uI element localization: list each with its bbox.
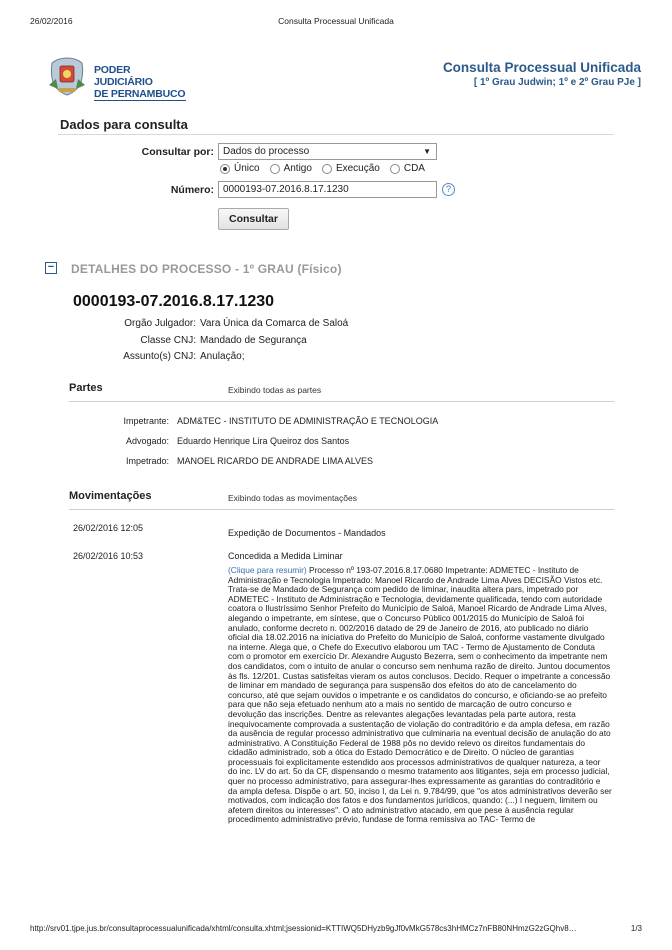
detail-value: Vara Única da Comarca de Saloá [200,318,349,329]
print-page-title: Consulta Processual Unificada [278,16,394,26]
consultar-button[interactable]: Consultar [218,208,289,230]
movimentacoes-title: Movimentações [69,490,152,502]
movement-date: 26/02/2016 10:53 [73,551,144,561]
print-date: 26/02/2016 [30,16,73,26]
detail-row-assunto [0,351,672,363]
coat-of-arms-icon [46,55,88,97]
radio-antigo-dot[interactable] [270,164,280,174]
app-subtitle: [ 1º Grau Judwin; 1º e 2º Grau PJe ] [473,77,641,88]
consultar-por-label: Consultar por: [141,146,214,158]
party-role: Advogado: [125,436,169,446]
section-divider [58,134,614,135]
detail-key: Classe CNJ: [140,335,196,346]
details-section-title: DETALHES DO PROCESSO - 1º GRAU (Físico) [71,262,342,276]
print-footer [30,924,642,933]
movimentacoes-divider [69,509,614,510]
partes-title: Partes [69,382,103,394]
collapse-icon[interactable]: − [45,262,57,274]
radio-antigo-label: Antigo [283,163,312,174]
consultar-por-select[interactable] [218,143,437,160]
movimentacoes-note: Exibindo todas as movimentações [228,493,357,503]
radio-cda-label: CDA [403,163,425,174]
app-title: Consulta Processual Unificada [442,60,641,75]
print-url: http://srv01.tjpe.jus.br/consultaprocessualunificada/xhtml/consulta.xhtml;jsessionid=KTTIWQ5DHyzb9gJf0vMkG578cs3hHMCz7nFB80NHmzG2zGQhv8… [30,924,577,933]
radio-execucao-label: Execução [335,163,380,174]
radio-cda-dot[interactable] [390,164,400,174]
numero-label: Número: [170,184,214,196]
radio-cda[interactable] [390,163,425,174]
movement-description [228,566,612,825]
detail-key: Assunto(s) CNJ: [123,351,196,362]
radio-unico-label: Único [234,163,260,174]
radio-antigo[interactable] [270,163,312,174]
detail-row-orgao [0,318,672,330]
court-logo-text [94,64,186,101]
process-number: 0000193-07.2016.8.17.1230 [73,293,275,310]
help-icon[interactable]: ? [442,183,455,196]
party-name: MANOEL RICARDO DE ANDRADE LIMA ALVES [177,456,374,466]
radio-unico-dot[interactable] [220,164,230,174]
print-page-number: 1/3 [630,924,642,933]
movement-title: Concedida a Medida Liminar [228,551,343,561]
movement-description-text: Processo nº 193-07.2016.8.17.0680 Impetrante: ADMETEC - Instituto de Administração e Tecnologia Impetrado: Manoel Ricardo de Andrade Lima Alves DECISÃO Vistos etc. Trata-se de Mandado de Segurança com pedido de liminar, inaudita altera pars, impetrado por ADMETEC - Instituto de Administração e Tecnologia, devidamente qualificada, tendo com autoridade coatora o Ilustríssimo Senhor Prefeito do Município de Saloá, Manoel Ricardo de Andrade Lima Alves, alegando o impetrante, em síntese, que o Concurso Público 001/2015 do Município de Saloá foi anulado, conforme decreto n. 002/2016 datado de 29 de Janeiro de 2016, ato publicado no diário oficial dia 18.02.2016 na iniciativa do Prefeito do Município de Saloá, conforme vastamente divulgado na interne. Alega que, o Chefe do Executivo elaborou um TAC - Termo de Ajustamento de Conduta com o promotor em exercício Dr. Alexandre Augusto Bezerra, sem o conhecimento da impetrante nem dos candidatos, com o intuito de anular o concurso sem nenhuma razão de direito. Juntou documentos às fls. 12/201. Custas satisfeitas vieram os autos conclusos. Decido. Requer o impetrante a concessão de liminar em mandado de segurança para suspensão dos efeitos do ato de cancelamento do concurso, até que sejam ouvidos o impetrante e os candidatos do concurso, e oficiando-se ao prefeito para que não seja efetuado nenhum ato a mais no sentido de marcação de outro concurso e devolução das inscrições. Dentre as relevantes alegações levantadas pela parte autora, resta inequivocamente comprovada a sustentação de violação do contraditório e da ampla defesa, em razão da ausência de regular processo administrativo que culminaria na eventual decisão de anulação do ato administrativo. A Constituição Federal de 1988 pôs no devido relevo os direitos fundamentais do cidadão administrado, sob a ótica do Estado Democrático e de Direito. O núcleo de garantias processuais foi explicitamente estendido aos processos administrativos de qualquer natureza, a teor do inc. LV do art. 5o da CF, dispensando o mesmo tratamento aos litigantes, seja em processo judicial, quer no processo administrativo, para assegurar-lhes expressamente as garantias do contraditório e da ampla defesa. Dispõe o art. 50, inciso I, da Lei n. 9.784/99, que "os atos administrativos deverão ser motivados, com indicação dos fatos e dos fundamentos jurídicos, quando: (...) I neguem, limitem ou afetem direitos ou interesses". O ato administrativo atacado, em que pese à ausência regular procedimento administrativo prévio, fundase de forma remissiva ao TAC- Termo de [228,565,612,825]
radio-execucao[interactable] [322,163,380,174]
detail-value: Mandado de Segurança [200,335,307,346]
numero-input[interactable]: 0000193-07.2016.8.17.1230 [218,181,437,198]
query-type-radio-group [220,163,425,174]
partes-note: Exibindo todas as partes [228,385,322,395]
radio-execucao-dot[interactable] [322,164,332,174]
party-role: Impetrante: [123,416,169,426]
detail-key: Orgão Julgador: [124,318,196,329]
party-name: Eduardo Henrique Lira Queiroz dos Santos [177,436,350,446]
radio-unico[interactable] [220,163,260,174]
logo-line-1: PODER JUDICIÁRIO [94,64,153,88]
print-header [30,16,642,28]
partes-divider [69,401,614,402]
court-logo[interactable] [46,55,186,99]
query-section-title: Dados para consulta [60,117,188,132]
consultar-por-value: Dados do processo [223,146,310,157]
movement-date: 26/02/2016 12:05 [73,523,144,533]
chevron-down-icon: ▼ [423,147,431,156]
logo-line-2: DE PERNAMBUCO [94,88,186,100]
app-brand [443,60,641,88]
summarize-link[interactable]: (Clique para resumir) [228,565,307,575]
detail-row-classe [0,335,672,347]
detail-value: Anulação; [200,351,245,362]
party-name: ADM&TEC - INSTITUTO DE ADMINISTRAÇÃO E TECNOLOGIA [177,416,439,426]
movement-title: Expedição de Documentos - Mandados [228,528,386,538]
party-role: Impetrado: [125,456,169,466]
